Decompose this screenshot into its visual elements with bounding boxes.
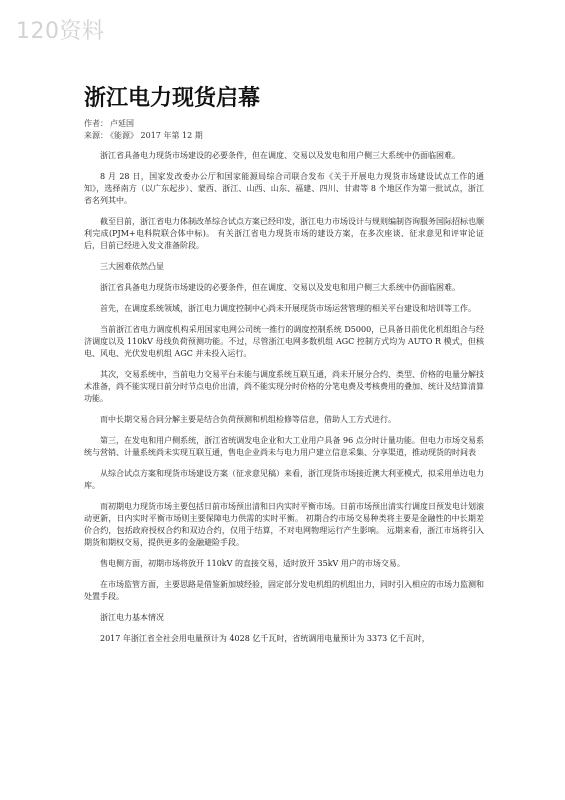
author-label: 作者： (84, 119, 108, 128)
section-heading: 浙江电力基本情况 (100, 613, 164, 622)
source-label: 来源： (84, 131, 108, 140)
paragraph: 2017 年浙江省全社会用电量预计为 4028 亿千瓦时，省统调用电量预计为 3373 亿千瓦时， (100, 634, 430, 643)
author-line (84, 118, 484, 130)
paragraph: 浙江省具备电力现货市场建设的必要条件，但在调度、交易以及发电和用户侧三大系统中仍面临困难。 (100, 283, 460, 292)
paragraph: 从综合试点方案和现货市场建设方案（征求意见稿）来看，浙江现货市场接近澳大利亚模式，拟采用单边电力库。 (84, 469, 484, 490)
paragraph: 8 月 28 日，国家发改委办公厅和国家能源局综合司联合发布《关于开展电力现货市场建设试点工作的通知》，选择南方（以广东起步）、蒙西、浙江、山西、山东、福建、四川、甘肃等 8 个地区作为第一批试点，浙江省名列其中。 (84, 172, 484, 205)
paragraph: 当前浙江省电力调度机构采用国家电网公司统一推行的调度控制系统 D5000，已具备日前优化机组组合与经济调度以及 110kV 母线负荷预测功能。不过，尽管浙江电网多数机组 AGC 控制方式均为 AUTO R 模式，但核电、风电、光伏发电机组 AGC 并未投入运行。 (84, 325, 484, 358)
paragraph: 浙江省具备电力现货市场建设的必要条件，但在调度、交易以及发电和用户侧三大系统中仍面临困难。 (100, 151, 460, 160)
paragraph: 而中长期交易合同分解主要是结合负荷预测和机组检修等信息，借助人工方式进行。 (100, 415, 396, 424)
source-line (84, 130, 484, 142)
paragraph: 其次，交易系统中，当前电力交易平台未能与调度系统互联互通，尚未开展分合约、类型、价格的电量分解技术准备，尚不能实现日前分时节点电价出清，尚不能实现分时价格的分笔电费及考核费用的叠加、统计及结算清算功能。 (84, 370, 484, 403)
watermark: 120资料 (16, 19, 105, 44)
section-heading: 三大困难依然凸显 (100, 262, 164, 271)
article-meta (84, 118, 484, 142)
article-body (84, 150, 484, 645)
source-name: 《能源》 2017 年第 12 期 (110, 131, 203, 140)
paragraph: 而初期电力现货市场主要包括日前市场预出清和日内实时平衡市场。日前市场预出清实行调度日预发电计划滚动更新，日内实时平衡市场则主要保障电力供需的实时平衡。 初期合约市场交易种类将主要是金融性的中长期差价合约，包括政府授权合约和双边合约，仅用于结算，不对电网物理运行产生影响。 远期来看，浙江市场将引入期货和期权交易，提供更多的金融避险手段。 (84, 502, 484, 547)
paragraph: 截至目前，浙江省电力体制改革综合试点方案已经印发，浙江电力市场设计与规则编制咨询服务国际招标也顺利完成(PJM+电科院联合体中标)。 有关浙江省电力现货市场的建设方案，在多次座谈、征求意见和评审论证后，目前已经进入发文准备阶段。 (84, 217, 484, 250)
author-name: 卢延国 (110, 119, 134, 128)
article (84, 84, 484, 654)
paragraph: 在市场监管方面，主要思路是借鉴新加坡经验，固定部分发电机组的机组出力，同时引入相应的市场力监测和处置手段。 (84, 580, 484, 601)
paragraph: 售电侧方面，初期市场将放开 110kV 的直接交易，适时放开 35kV 用户的市场交易。 (100, 559, 405, 568)
paragraph: 首先，在调度系统领域，浙江电力调度控制中心尚未开展现货市场运营管理的相关平台建设和培训等工作。 (100, 304, 476, 313)
article-title: 浙江电力现货启幕 (84, 86, 261, 111)
paragraph: 第三，在发电和用户侧系统，浙江省统调发电企业和大工业用户具备 96 点分时计量功能。但电力市场交易系统与营销、计量系统尚未实现互联互通，售电企业尚未与电力用户建立信息采集、分享渠道，推动现货的时间表 (84, 436, 484, 457)
